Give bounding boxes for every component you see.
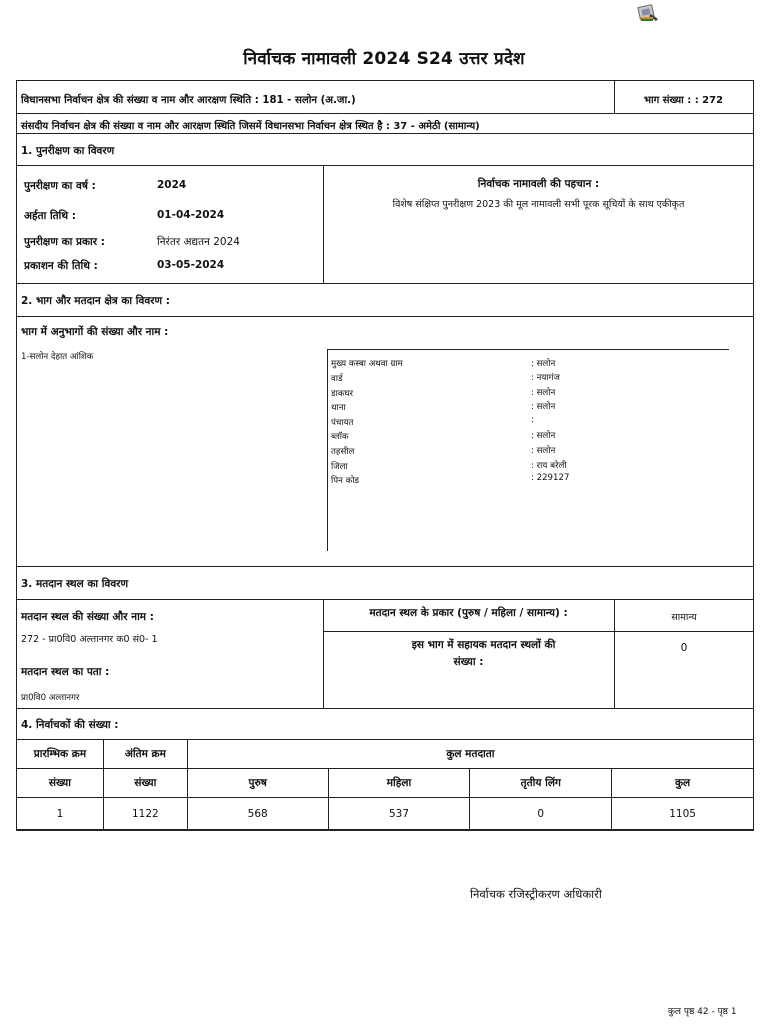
- section3-heading: 3. मतदान स्थल का विवरण: [21, 578, 129, 590]
- detail-label: पंचायत: [331, 418, 354, 428]
- qualifying-date-value: 01-04-2024: [157, 209, 225, 221]
- start-serial-header-line2: संख्या: [17, 769, 104, 798]
- main-frame: [16, 80, 754, 830]
- female-value: 537: [328, 798, 470, 831]
- end-serial-header: अंतिम क्रम: [103, 740, 187, 769]
- detail-value: : सलोन: [531, 431, 556, 441]
- section4-heading: 4. निर्वाचकों की संख्या :: [21, 719, 119, 731]
- polling-station-label: मतदान स्थल की संख्या और नाम :: [21, 611, 154, 623]
- revision-year-value: 2024: [157, 179, 187, 191]
- start-serial-header: प्रारम्भिक क्रम: [17, 740, 104, 769]
- section2-subheading: भाग में अनुभागों की संख्या और नाम :: [21, 326, 169, 338]
- section2-heading: 2. भाग और मतदान क्षेत्र का विवरण :: [21, 295, 170, 307]
- auxiliary-stations-label-line1: इस भाग में सहायक मतदान स्थलों की: [411, 639, 556, 651]
- detail-label: वार्ड: [331, 374, 343, 384]
- section-name: 1-सलोन देहात आंशिक: [21, 352, 94, 362]
- detail-value: : नयागंज: [531, 373, 560, 383]
- document-title: निर्वाचक नामावली 2024 S24 उत्तर प्रदेश: [243, 49, 525, 69]
- voters-count-table: [16, 739, 754, 831]
- detail-label: थाना: [331, 403, 346, 413]
- table-row: [17, 798, 754, 831]
- polling-address-label: मतदान स्थल का पता :: [21, 666, 110, 678]
- publication-date-label: प्रकाशन की तिथि :: [24, 260, 98, 272]
- detail-label: जिला: [331, 462, 348, 472]
- female-header: महिला: [328, 769, 470, 798]
- auxiliary-stations-label-line2: संख्या :: [453, 656, 484, 668]
- roll-identity-text: विशेष संक्षिप्त पुनरीक्षण 2023 की मूल नामावली सभी पूरक सूचियों के साथ एकीकृत: [392, 199, 685, 210]
- section1-heading: 1. पुनरीक्षण का विवरण: [21, 145, 115, 157]
- third-gender-header: तृतीय लिंग: [470, 769, 612, 798]
- detail-label: पिन कोड: [331, 476, 360, 486]
- start-serial-value: 1: [17, 798, 104, 831]
- publication-date-value: 03-05-2024: [157, 259, 225, 271]
- detail-value: :: [531, 415, 534, 425]
- roll-identity-heading: निर्वाचक नामावली की पहचान :: [477, 178, 600, 190]
- detail-label: मुख्य कस्बा अथवा ग्राम: [331, 359, 403, 369]
- polling-station-value: 272 - प्रा0वि0 अल्तानगर क0 सं0- 1: [21, 634, 158, 645]
- total-voters-header: कुल मतदाता: [187, 740, 753, 769]
- male-value: 568: [187, 798, 328, 831]
- detail-value: : राय बरेली: [531, 461, 567, 471]
- total-header: कुल: [612, 769, 754, 798]
- detail-label: डाकघर: [331, 389, 354, 399]
- revision-type-label: पुनरीक्षण का प्रकार :: [24, 236, 105, 248]
- polling-address-value: प्रा0वि0 अल्तानगर: [21, 693, 80, 703]
- detail-value: : 229127: [531, 473, 570, 483]
- detail-value: : सलोन: [531, 359, 556, 369]
- station-type-label: मतदान स्थल के प्रकार (पुरुष / महिला / सामान्य) :: [369, 607, 568, 619]
- end-serial-value: 1122: [103, 798, 187, 831]
- assembly-constituency: विधानसभा निर्वाचन क्षेत्र की संख्या व नाम और आरक्षण स्थिति : 181 - सलोन (अ.जा.): [21, 95, 356, 106]
- qualifying-date-label: अर्हता तिथि :: [24, 210, 76, 222]
- parliamentary-constituency: संसदीय निर्वाचन क्षेत्र की संख्या व नाम और आरक्षण स्थिति जिसमें विधानसभा निर्वाचन क्षेत्र स्थित है : 37 - अमेठी (सामान्य): [21, 121, 480, 132]
- total-value: 1105: [612, 798, 754, 831]
- end-serial-header-line2: संख्या: [103, 769, 187, 798]
- signature-label: निर्वाचक रजिस्ट्रीकरण अधिकारी: [470, 887, 602, 901]
- station-type-value: सामान्य: [671, 612, 697, 623]
- detail-label: ब्लॉक: [331, 432, 349, 442]
- auxiliary-stations-value: 0: [680, 642, 688, 654]
- detail-value: : सलोन: [531, 402, 556, 412]
- detail-value: : सलोन: [531, 446, 556, 456]
- detail-label: तहसील: [331, 447, 355, 457]
- revision-year-label: पुनरीक्षण का वर्ष :: [24, 180, 96, 192]
- third-gender-value: 0: [470, 798, 612, 831]
- detail-value: : सलोन: [531, 388, 556, 398]
- election-commission-logo-icon: [636, 2, 660, 24]
- male-header: पुरुष: [187, 769, 328, 798]
- page-footer: कुल पृष्ठ 42 - पृष्ठ 1: [668, 1007, 737, 1017]
- part-number: भाग संख्या : : 272: [644, 95, 724, 106]
- revision-type-value: निरंतर अद्यतन 2024: [157, 236, 240, 248]
